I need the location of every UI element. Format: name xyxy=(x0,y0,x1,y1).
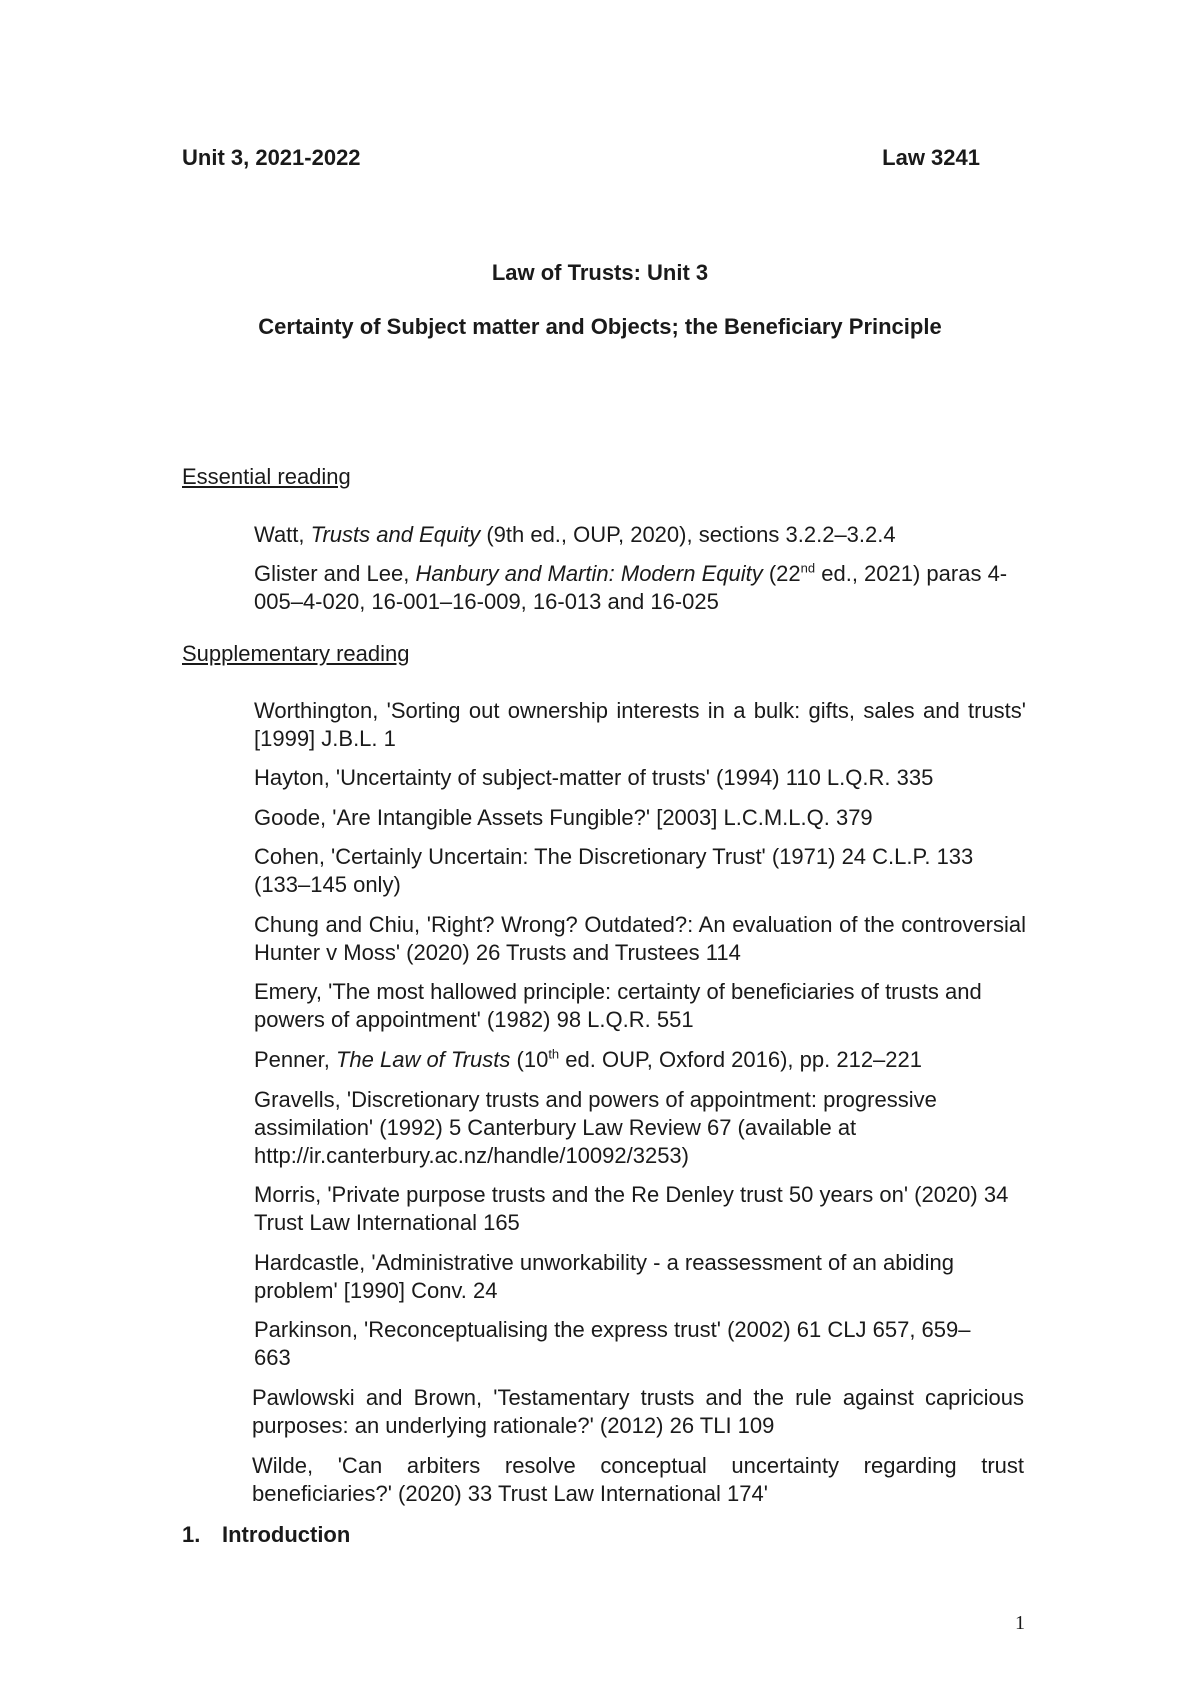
header-unit: Unit 3, 2021-2022 xyxy=(182,145,361,170)
section-number: 1. xyxy=(182,1522,201,1547)
supp-ref-emery: Emery, 'The most hallowed principle: certainty of beneficiaries of trusts and powers of appointment' (1982) 98 L.Q.R. 551 xyxy=(254,979,982,1032)
supp-ref-chung-chiu: Chung and Chiu, 'Right? Wrong? Outdated?: An evaluation of the controversial Hunter v Moss' (2020) 26 Trusts and Trustees 114 xyxy=(254,912,1026,965)
section-heading-introduction xyxy=(182,1522,350,1548)
section-title: Introduction xyxy=(222,1522,351,1547)
supp-ref-morris: Morris, 'Private purpose trusts and the Re Denley trust 50 years on' (2020) 34 Trust Law International 165 xyxy=(254,1182,1009,1235)
supp-ref-hardcastle: Hardcastle, 'Administrative unworkability - a reassessment of an abiding problem' [1990] Conv. 24 xyxy=(254,1250,954,1303)
supp-ref-wilde: Wilde, 'Can arbiters resolve conceptual uncertainty regarding trust beneficiaries?' (2020) 33 Trust Law International 174' xyxy=(252,1453,1024,1506)
supp-ref-hayton: Hayton, 'Uncertainty of subject-matter of trusts' (1994) 110 L.Q.R. 335 xyxy=(254,765,934,790)
essential-ref-glister: Glister and Lee, Hanbury and Martin: Modern Equity (22nd ed., 2021) paras 4-005–4-020, 16-001–16-009, 16-013 and 16-025 xyxy=(254,560,1008,614)
supp-ref-pawlowski-brown: Pawlowski and Brown, 'Testamentary trusts and the rule against capricious purposes: an underlying rationale?' (2012) 26 TLI 109 xyxy=(252,1385,1024,1438)
essential-ref-watt: Watt, Trusts and Equity (9th ed., OUP, 2020), sections 3.2.2–3.2.4 xyxy=(254,522,896,547)
supp-ref-goode: Goode, 'Are Intangible Assets Fungible?' [2003] L.C.M.L.Q. 379 xyxy=(254,805,873,830)
supp-ref-penner: Penner, The Law of Trusts (10th ed. OUP, Oxford 2016), pp. 212–221 xyxy=(254,1046,922,1072)
document-title: Law of Trusts: Unit 3 xyxy=(491,260,709,285)
supp-ref-cohen: Cohen, 'Certainly Uncertain: The Discretionary Trust' (1971) 24 C.L.P. 133 (133–145 only) xyxy=(254,844,974,897)
page-number: 1 xyxy=(1015,1612,1025,1634)
supp-ref-gravells: Gravells, 'Discretionary trusts and powers of appointment: progressive assimilation' (1992) 5 Canterbury Law Review 67 (available at http://ir.canterbury.ac.nz/handle/10092/3253) xyxy=(254,1087,937,1168)
essential-reading-heading: Essential reading xyxy=(182,464,351,489)
document-subtitle: Certainty of Subject matter and Objects; the Beneficiary Principle xyxy=(258,314,942,339)
supp-ref-parkinson: Parkinson, 'Reconceptualising the express trust' (2002) 61 CLJ 657, 659–663 xyxy=(254,1317,971,1370)
supp-ref-worthington: Worthington, 'Sorting out ownership interests in a bulk: gifts, sales and trusts' [1999] J.B.L. 1 xyxy=(254,698,1026,751)
supplementary-reading-heading: Supplementary reading xyxy=(182,641,410,666)
header-course-code: Law 3241 xyxy=(882,145,980,170)
